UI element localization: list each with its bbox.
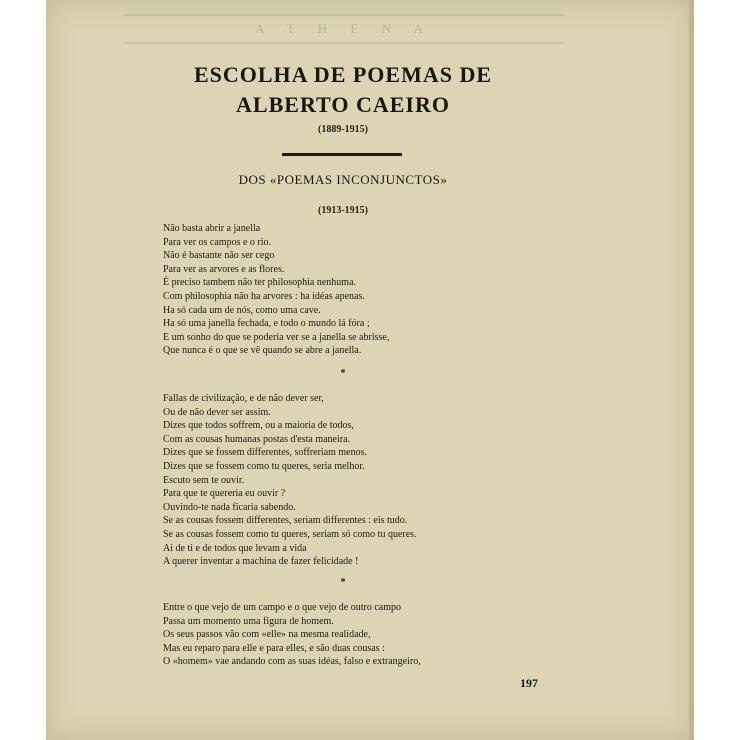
verse-line: Não basta abrir a janella bbox=[163, 223, 261, 234]
verse-line: Se as cousas fossem differentes, seriam differentes : eis tudo. bbox=[163, 515, 408, 527]
title-rule bbox=[282, 153, 402, 156]
verse-line: Se as cousas fossem como tu queres, seriam só como tu queres. bbox=[163, 528, 417, 540]
verse-line: Não é bastante não ser cego bbox=[163, 250, 275, 262]
bleed-through-header: A T H E N A bbox=[124, 14, 564, 44]
verse-line: Ha só uma janella fechada, e todo o mundo lá fóra ; bbox=[163, 318, 370, 330]
verse-line: Para que te quereria eu ouvir ? bbox=[163, 488, 286, 500]
verse-line: E um sonho do que se poderia ver se a janella se abrisse, bbox=[163, 331, 390, 343]
verse-line: Passa um momento uma figura de homem. bbox=[163, 615, 334, 627]
verse-line: Que nunca é o que se vê quando se abre a janella. bbox=[163, 345, 362, 357]
verse-line: Dizes que todos soffrem, ou a maioria de todos, bbox=[163, 420, 354, 432]
verse-line: Ouvindo-te nada ficaria sabendo. bbox=[163, 501, 296, 513]
stanza-3 bbox=[163, 601, 421, 669]
stanza-separator: * bbox=[340, 577, 346, 588]
page-edge bbox=[689, 0, 694, 740]
title-line-2: ALBERTO CAEIRO bbox=[236, 92, 450, 117]
verse-line: Ha só cada um de nós, como uma cave. bbox=[163, 304, 321, 316]
verse-line: É preciso tambem não ter philosophia nenhuma. bbox=[163, 277, 357, 289]
verse-line: Fallas de civilização, e de não dever ser, bbox=[163, 393, 324, 404]
page-number: 197 bbox=[520, 676, 538, 690]
title-dates: (1889-1915) bbox=[318, 124, 368, 135]
verse-line: O «homem» vae andando com as suas idéas, falso e extrangeiro, bbox=[163, 656, 421, 668]
title-line-1: ESCOLHA DE POEMAS DE bbox=[193, 62, 493, 87]
verse-line: Escuto sem te ouvir. bbox=[163, 474, 245, 486]
verse-line: Os seus passos vão com «elle» na mesma realidade, bbox=[163, 629, 371, 641]
section-title: DOS «POEMAS INCONJUNCTOS» bbox=[238, 172, 448, 187]
section-dates: (1913-1915) bbox=[318, 205, 368, 216]
verse-line: Para ver as arvores e as flores. bbox=[163, 263, 285, 275]
verse-line: Ou de não dever ser assim. bbox=[163, 406, 271, 418]
verse-line: Dizes que se fossem como tu queres, seria melhor. bbox=[163, 460, 365, 472]
stanza-2 bbox=[163, 392, 417, 569]
verse-line: Entre o que vejo de um campo e o que vejo de outro campo bbox=[163, 602, 401, 613]
verse-line: Para ver os campos e o rio. bbox=[163, 236, 272, 248]
stanza-separator: * bbox=[340, 368, 346, 379]
verse-line: Ai de ti e de todos que levam a vida bbox=[163, 542, 307, 554]
verse-line: A querer inventar a machina de fazer felicidade ! bbox=[163, 556, 359, 568]
book-page bbox=[46, 0, 694, 740]
verse-line: Com philosophia não ha arvores : ha idéas apenas. bbox=[163, 290, 365, 302]
verse-line: Mas eu reparo para elle e para elles, e são duas cousas : bbox=[163, 642, 385, 654]
verse-line: Com as cousas humanas postas d'esta maneira. bbox=[163, 433, 351, 445]
verse-line: Dizes que se fossem differentes, soffreriam menos. bbox=[163, 447, 368, 459]
stanza-1 bbox=[163, 222, 389, 358]
